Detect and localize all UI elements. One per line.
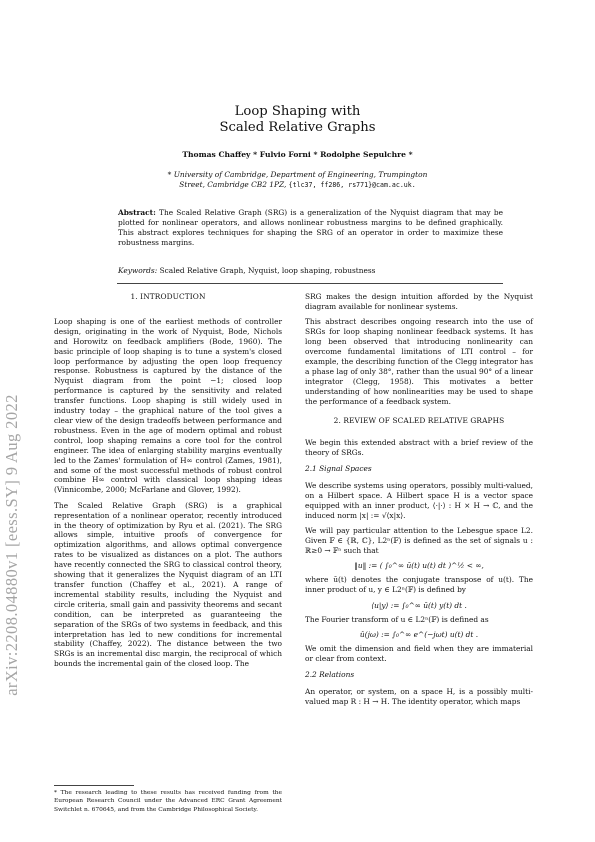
paper-title [0, 104, 595, 135]
abstract-label: Abstract: [118, 208, 156, 217]
right-column [305, 292, 533, 712]
arxiv-stamp: arXiv:2208.04880v1 [eess.SY] 9 Aug 2022 [2, 394, 21, 696]
signal-paragraph-1: We describe systems using operators, possibly multi-valued, on a Hilbert space. A Hilbert space H is a vector space equipped with an inner product, ⟨·|·⟩ : H × H → ℂ, and the induced norm |x| := √⟨x|x⟩. [305, 481, 533, 520]
equation-norm: ‖u‖ := ( ∫₀^∞ ū(t) u(t) dt )^½ < ∞, [354, 561, 484, 571]
signal-paragraph-2: We will pay particular attention to the Lebesgue space L2. Given 𝔽 ∈ {ℝ, ℂ}, L2ⁿ(𝔽) is defined as the set of signals u : ℝ≥0 → 𝔽ⁿ such that [305, 526, 533, 556]
signal-paragraph-4: The Fourier transform of u ∈ L2ⁿ(𝔽) is defined as [305, 614, 489, 624]
affiliation [0, 170, 595, 190]
review-paragraph-1: We begin this extended abstract with a brief review of the theory of SRGs. [305, 438, 533, 458]
signal-paragraph-3: where ū(t) denotes the conjugate transpose of u(t). The inner product of u, y ∈ L2ⁿ(𝔽) is defined by [305, 575, 533, 595]
abstract-text: The Scaled Relative Graph (SRG) is a generalization of the Nyquist diagram that may be plotted for nonlinear operators, and allows nonlinear robustness margins to be defined graphically. This abstract explores techniques for shaping the SRG of an operator in order to maximize these robustness margins. [118, 208, 503, 247]
author-emails: {tlc37, ff286, rs771}@cam.ac.uk. [288, 181, 416, 189]
title-line-2: Scaled Relative Graphs [219, 119, 376, 135]
title-line-1: Loop Shaping with [234, 104, 361, 119]
intro-paragraph-4: This abstract describes ongoing research into the use of SRGs for loop shaping nonlinear feedback systems. It has long been observed that introducing nonlinearity can overcome fundamental limitations of LTI control – for example, the describing function of the Clegg integrator has a phase lag of only 38°, rather than the usual 90° of a linear integrator (Clegg, 1958). This motivates a better understanding of how nonlinearities may be used to shape the performance of a feedback system. [305, 317, 533, 406]
affiliation-line-1: * University of Cambridge, Department of Engineering, Trumpington [167, 170, 428, 179]
signal-paragraph-5: We omit the dimension and field when they are immaterial or clear from context. [305, 643, 533, 663]
keywords [118, 266, 503, 275]
abstract [118, 208, 503, 248]
subsection-relations: 2.2 Relations [305, 669, 355, 679]
intro-paragraph-3: SRG makes the design intuition afforded by the Nyquist diagram available for nonlinear systems. [305, 292, 533, 311]
equation-inner-product: ⟨u|y⟩ := ∫₀^∞ ū(t) y(t) dt . [371, 600, 467, 610]
section-heading-introduction: 1. INTRODUCTION [130, 292, 206, 301]
abstract-divider [117, 283, 503, 284]
keywords-label: Keywords: [118, 266, 158, 275]
intro-paragraph-1: Loop shaping is one of the earliest methods of controller design, originating in the work of Nyquist, Bode, Nichols and Horowitz on feedback amplifiers (Bode, 1960). The basic principle of loop shaping is to tune a system's closed loop performance by adjusting the open loop frequency response. Robustness is captured by the distance of the Nyquist diagram from the point −1; closed loop performance is captured by the sensitivity and related transfer functions. Loop shaping is still widely used in industry today – the graphical nature of the tool gives a clear view of the design tradeoffs between performance and robustness. Even in the age of modern optimal and robust control, loop shaping remains a core tool for the control engineer. The idea of enlarging stability margins eventually led to the Zames' formulation of H∞ control (Zames, 1981), and some of the most successful methods of robust control combine H∞ control with classical loop shaping ideas (Vinnicombe, 2000; McFarlane and Glover, 1992). [54, 316, 282, 495]
relations-paragraph-1: An operator, or system, on a space H, is a possibly multi-valued map R : H → H. The identity operator, which maps [305, 686, 533, 706]
left-column [54, 292, 282, 675]
affiliation-line-2: Street, Cambridge CB2 1PZ, [179, 180, 287, 189]
footnote: * The research leading to these results has received funding from the European Research Council under the Advanced ERC Grant Agreement Switchlet n. 670645, and from the Cambridge Philosophical Society. [54, 790, 282, 813]
author-list: Thomas Chaffey * Fulvio Forni * Rodolphe Sepulchre * [182, 150, 413, 159]
equation-fourier: û(jω) := ∫₀^∞ e^(−jωt) u(t) dt . [359, 629, 479, 639]
intro-paragraph-2: The Scaled Relative Graph (SRG) is a graphical representation of a nonlinear operator, recently introduced in the theory of optimization by Ryu et al. (2021). The SRG allows simple, intuitive proofs of convergence for optimization algorithms, and allows optimal convergence rates to be visualized as distances on a plot. The authors have recently connected the SRG to classical control theory, showing that it generalizes the Nyquist diagram of an LTI transfer function (Chaffey et al., 2021). A range of incremental stability results, including the Nyquist and circle criteria, small gain and passivity theorems and secant condition, can be interpreted as guaranteeing the separation of the SRGs of two systems in feedback, and this interpretation has led to new conditions for incremental stability (Chaffey, 2022). The distance between the two SRGs is an incremental disc margin, the reciprocal of which bounds the incremental gain of the closed loop. The [54, 500, 282, 669]
footnote-divider [54, 785, 134, 786]
keywords-text: Scaled Relative Graph, Nyquist, loop shaping, robustness [159, 266, 376, 275]
section-heading-review: 2. REVIEW OF SCALED RELATIVE GRAPHS [333, 416, 505, 426]
subsection-signal-spaces: 2.1 Signal Spaces [305, 464, 372, 474]
